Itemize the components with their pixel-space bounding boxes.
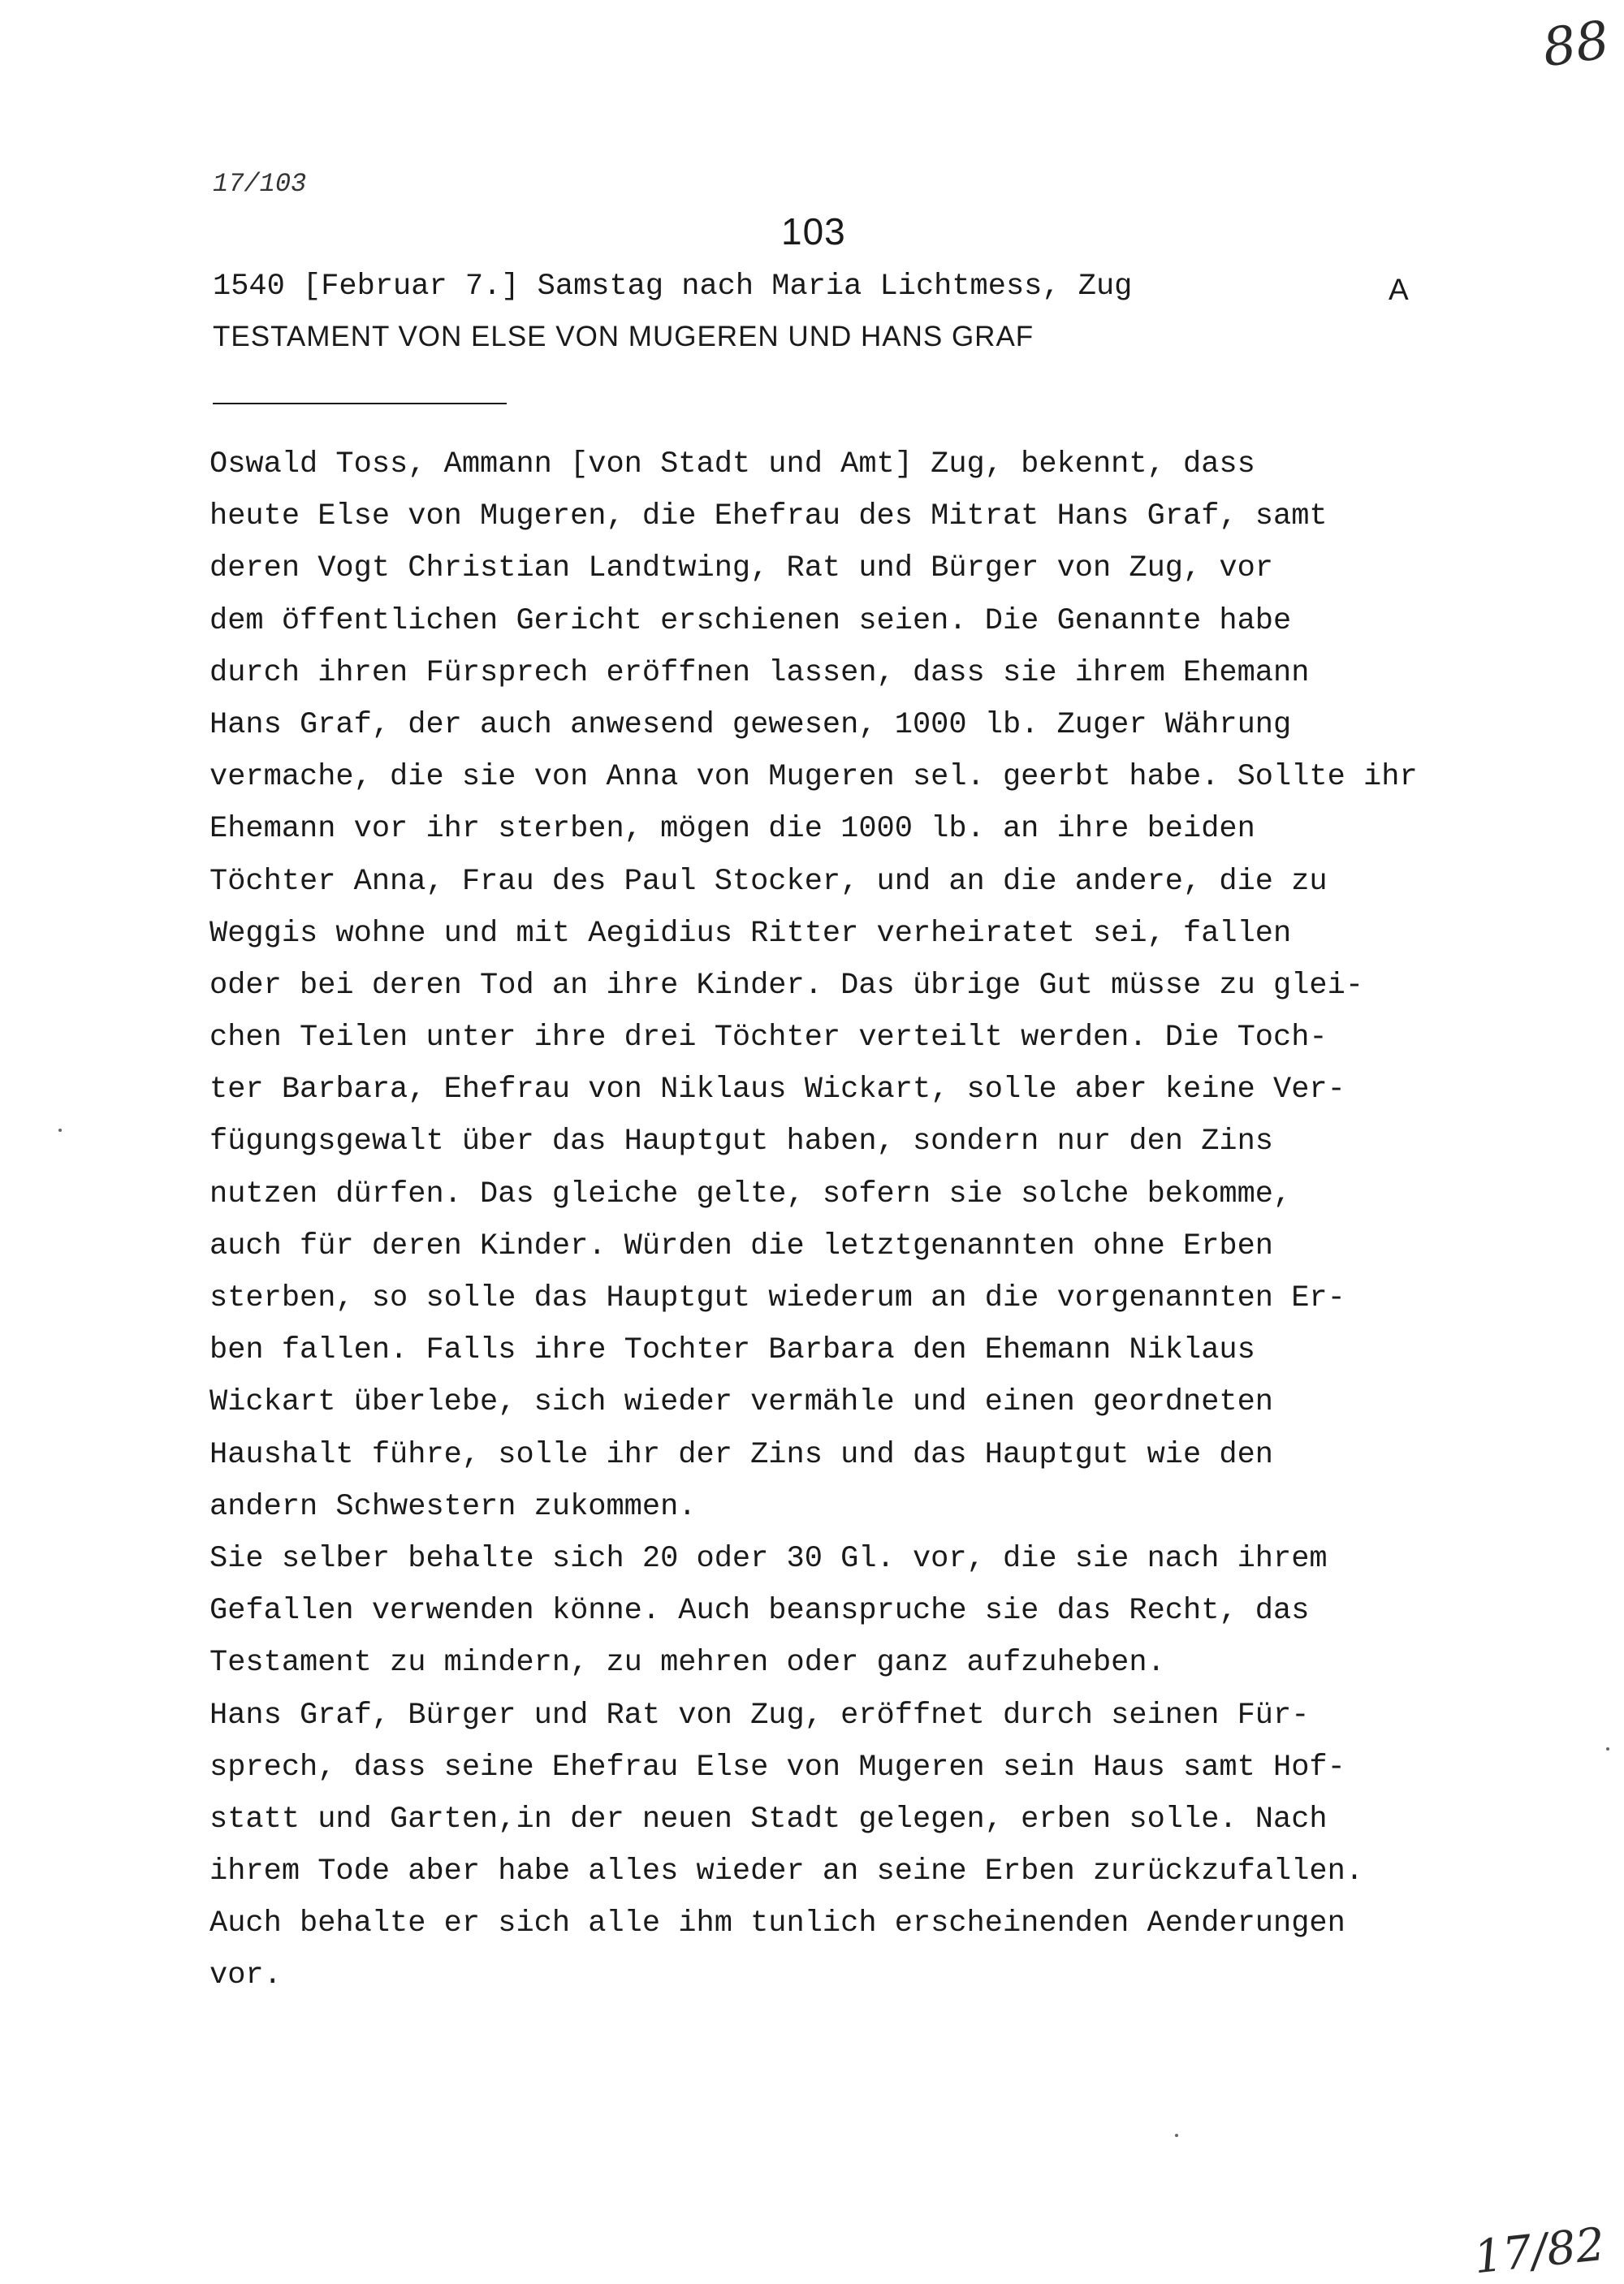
body-line: Auch behalte er sich alle ihm tunlich erscheinenden Aenderungen (209, 1906, 1345, 1941)
body-line: ihrem Tode aber habe alles wieder an seine Erben zurückzufallen. (209, 1854, 1364, 1889)
body-line: Ehemann vor ihr sterben, mögen die 1000 lb. an ihre beiden (209, 812, 1255, 847)
body-line: fügungsgewalt über das Hauptgut haben, sondern nur den Zins (209, 1125, 1274, 1159)
body-line: Testament zu mindern, zu mehren oder ganz aufzuheben. (209, 1646, 1165, 1681)
body-line: vermache, die sie von Anna von Mugeren sel. geerbt habe. Sollte ihr (209, 760, 1418, 795)
body-line: statt und Garten,in der neuen Stadt gelegen, erben solle. Nach (209, 1802, 1328, 1837)
body-line: andern Schwestern zukommen. (209, 1489, 697, 1524)
body-line: ter Barbara, Ehefrau von Niklaus Wickart, solle aber keine Ver- (209, 1073, 1345, 1107)
body-line: Haushalt führe, solle ihr der Zins und das Hauptgut wie den (209, 1437, 1274, 1472)
title-rule (213, 403, 507, 404)
document-number: 103 (781, 210, 846, 253)
body-line: vor. (209, 1958, 282, 1993)
body-line: durch ihren Fürsprech eröffnen lassen, dass sie ihrem Ehemann (209, 655, 1310, 690)
body-line: chen Teilen unter ihre drei Töchter verteilt werden. Die Toch- (209, 1021, 1328, 1056)
body-line: sprech, dass seine Ehefrau Else von Mugeren sein Haus samt Hof- (209, 1750, 1345, 1785)
document-title: TESTAMENT VON ELSE VON MUGEREN UND HANS GRAF (213, 321, 1034, 352)
body-line: Gefallen verwenden könne. Auch beanspruche sie das Recht, das (209, 1594, 1310, 1629)
siglum: A (1389, 273, 1409, 306)
handwritten-folio-number: 88 (1539, 10, 1613, 80)
body-text (209, 438, 1476, 2002)
body-line: dem öffentlichen Gericht erschienen seien. Die Genannte habe (209, 603, 1292, 638)
scan-speck (1606, 1747, 1609, 1751)
body-line: Wickart überlebe, sich wieder vermähle und einen geordneten (209, 1385, 1274, 1420)
scan-speck (58, 1129, 62, 1132)
body-line: Oswald Toss, Ammann [von Stadt und Amt] Zug, bekennt, dass (209, 447, 1255, 481)
body-line: Weggis wohne und mit Aegidius Ritter verheiratet sei, fallen (209, 916, 1292, 951)
body-line: Hans Graf, der auch anwesend gewesen, 1000 lb. Zuger Währung (209, 707, 1292, 742)
body-line: ben fallen. Falls ihre Tochter Barbara den Ehemann Niklaus (209, 1333, 1255, 1368)
body-line: heute Else von Mugeren, die Ehefrau des Mitrat Hans Graf, samt (209, 499, 1328, 534)
body-line: deren Vogt Christian Landtwing, Rat und Bürger von Zug, vor (209, 551, 1274, 586)
body-line: sterben, so solle das Hauptgut wiederum an die vorgenannten Er- (209, 1281, 1345, 1315)
body-line: oder bei deren Tod an ihre Kinder. Das übrige Gut müsse zu glei- (209, 968, 1364, 1003)
body-line: auch für deren Kinder. Würden die letztgenannten ohne Erben (209, 1228, 1274, 1263)
scan-speck (1175, 2134, 1178, 2137)
archive-reference: 17/103 (213, 169, 307, 199)
body-line: Sie selber behalte sich 20 oder 30 Gl. vor, die sie nach ihrem (209, 1541, 1328, 1576)
handwritten-folio-reference: 17/82 (1471, 2217, 1608, 2284)
body-line: Hans Graf, Bürger und Rat von Zug, eröffnet durch seinen Für- (209, 1698, 1310, 1733)
dateline: 1540 [Februar 7.] Samstag nach Maria Lichtmess, Zug (213, 270, 1133, 304)
body-line: nutzen dürfen. Das gleiche gelte, sofern sie solche bekomme, (209, 1177, 1292, 1211)
body-line: Töchter Anna, Frau des Paul Stocker, und an die andere, die zu (209, 864, 1328, 899)
